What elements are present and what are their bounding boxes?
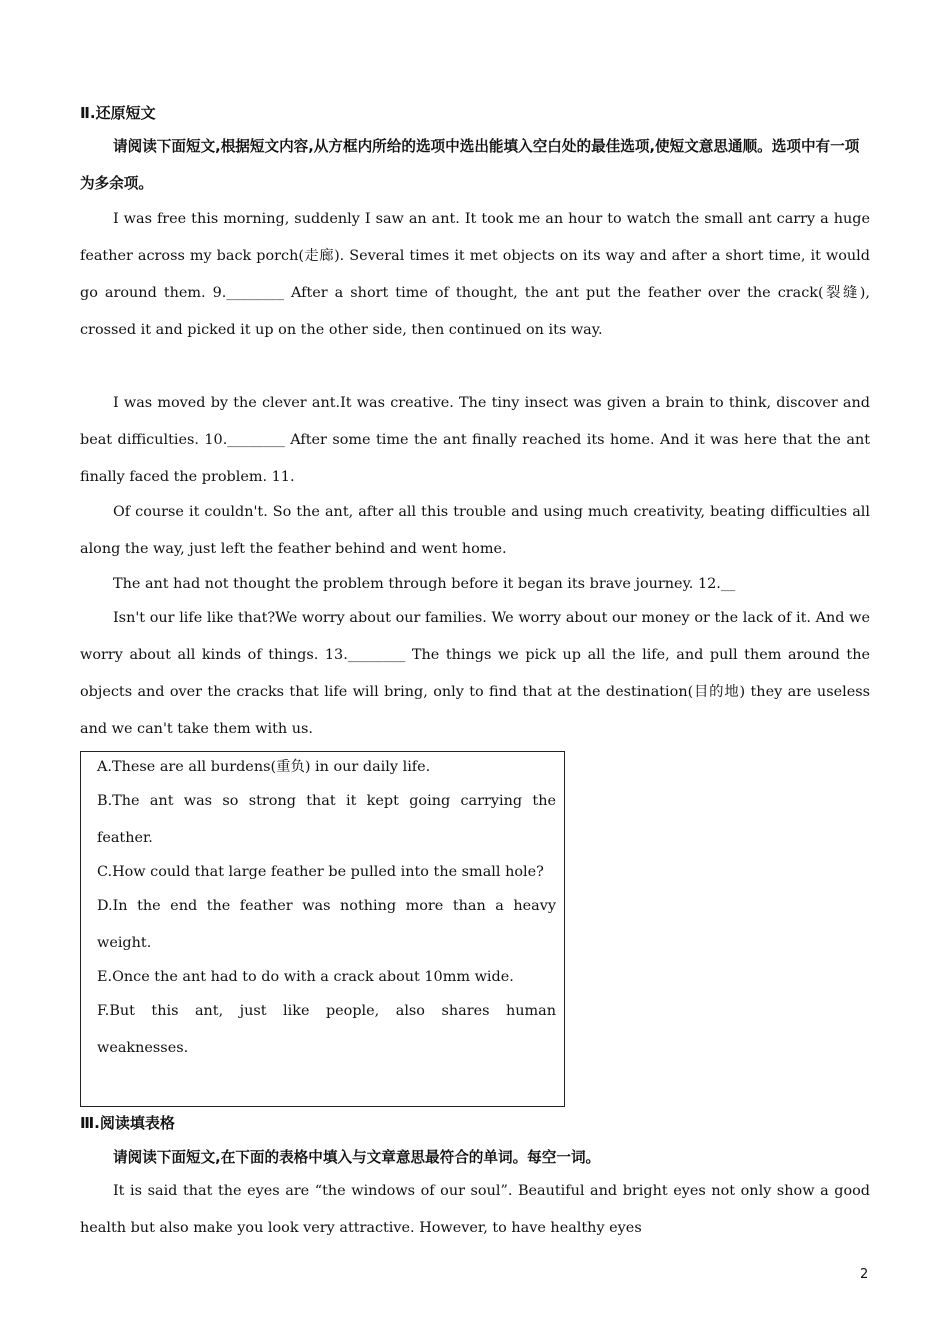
passage-paragraph-3: Of course it couldn't. So the ant, after all this trouble and using much creativity, beating difficulties all along the way, just left the feather behind and went home. <box>80 504 870 557</box>
section-2-title: Ⅱ.还原短文 <box>80 104 156 122</box>
option-e: E.Once the ant had to do with a crack about 10mm wide. <box>97 969 514 985</box>
option-d: D.In the end the feather was nothing more than a heavy weight. <box>97 898 556 951</box>
passage-paragraph-1: I was free this morning, suddenly I saw an ant. It took me an hour to watch the small ant carry a huge feather across my back porch(走廊). Several times it met objects on its way and after a short time, it would go around them. 9.________ After a short time of thought, the ant put the feather over the crack(裂缝), crossed it and picked it up on the other side, then continued on its way. <box>80 211 870 338</box>
section-2-instruction: 请阅读下面短文,根据短文内容,从方框内所给的选项中选出能填入空白处的最佳选项,使短文意思通顺。选项中有一项为多余项。 <box>80 138 860 192</box>
section-3-title: Ⅲ.阅读填表格 <box>80 1114 175 1132</box>
section-3-paragraph: It is said that the eyes are “the windows of our soul”. Beautiful and bright eyes not only show a good health but also make you look very attractive. However, to have healthy eyes <box>80 1183 870 1236</box>
option-f: F.But this ant, just like people, also shares human weaknesses. <box>97 1003 556 1056</box>
passage-paragraph-5: Isn't our life like that?We worry about our families. We worry about our money or the lack of it. And we worry about all kinds of things. 13.________ The things we pick up all the life, and pull them around the objects and over the cracks that life will bring, only to find that at the destination(目的地) they are useless and we can't take them with us. <box>80 610 870 737</box>
option-b: B.The ant was so strong that it kept going carrying the feather. <box>97 793 556 846</box>
passage-paragraph-4: The ant had not thought the problem through before it began its brave journey. 12.__ <box>113 576 736 592</box>
option-c: C.How could that large feather be pulled into the small hole? <box>97 864 544 880</box>
section-3-instruction: 请阅读下面短文,在下面的表格中填入与文章意思最符合的单词。每空一词。 <box>113 1149 601 1166</box>
option-a: A.These are all burdens(重负) in our daily life. <box>97 759 431 775</box>
page-number: 2 <box>860 1267 869 1282</box>
options-box <box>80 751 565 1107</box>
passage-paragraph-2: I was moved by the clever ant.It was creative. The tiny insect was given a brain to think, discover and beat difficulties. 10.________ After some time the ant finally reached its home. And it was here that the ant finally faced the problem. 11. <box>80 395 870 485</box>
